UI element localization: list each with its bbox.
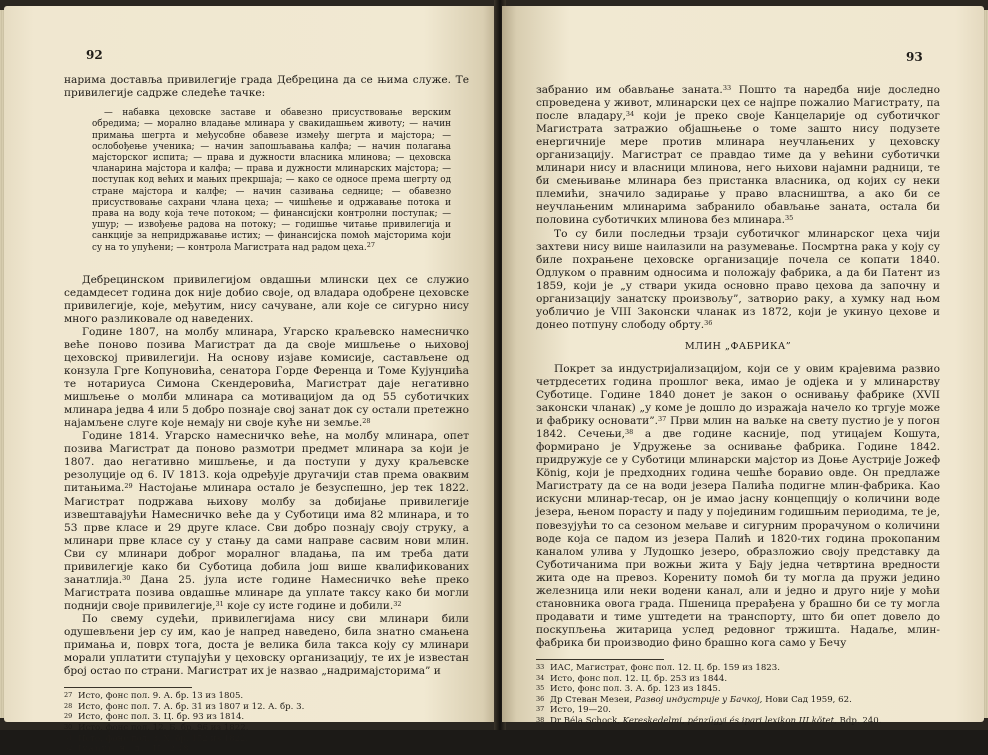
footnote: 37 Исто, 19—20. [536, 705, 611, 716]
footnote-ref[interactable]: 33 [722, 84, 732, 92]
paragraph: Године 1814. Угарско намесничко веће, на молбу млинара, опет позива Магистрат да поново размотри предмет млинара за који је 1807. дао негативно мишљење, и да поступи у духу краљевске резолуције од 6. IV 1813. која одређује другачији став према оваквим питањима.$^{29}$ Настојање млинара остало је безуспешно, јер тек 1822. Магистрат подржава њихову молбу за добијање привилегије извештавајући Намесничко веће да у Суботици има 82 млинара, и то 53 прве класе и 29 друге класе. Сви добро познају своју струку, а млинари прве класе су у стању да сами направе сасвим нови млин. Сви су млинари доброг моралног владања, па им треба дати привилегије како би Суботица добила још више квалификованих занатлија.$^{30}$ Дана 25. јула исте године Намесничко веће преко Магистрата позива овдашње млинаре да уплате таксу како би могли поднији своје привилегије,$^{31}$ које су исте године и добили.$^{32}$ [64, 430, 470, 612]
footnote-ref[interactable]: 30 [122, 573, 131, 582]
section-heading: МЛИН „ФАБРИКА” [684, 340, 792, 352]
footnote: 35 Исто, фонс пол. 3. А. бр. 123 из 1845. [536, 684, 721, 695]
footnote: 38 Dr Béla Schock, Kereskedelmi, pénzügyi és ipari lexikon III kötet, Bdp. 240. [536, 715, 882, 726]
footnote: 28 Исто, фонс пол. 7. А. бр. 31 из 1807 и 12. А. бр. 3. [64, 701, 305, 712]
footnote-ref[interactable]: 34 [625, 110, 635, 119]
right-page-body [536, 84, 940, 727]
paragraph: Године 1807, на молбу млинара, Угарско краљевско намесничко веће поново позива Магистрат да да своје мишљење о њиховој цеховској привилегији. На основу изјаве комисије, састављене од конзула Грге Копуновића, сенатора Горде Ференца и Томе Кујунџића те нотариуса Симона Скендеровића, Магистрат даје негативно мишљење о молби млинара са мотивацијом да од 55 суботичких млинара једва 4 или 5 добро познаје свој занат док су остали претежно најамљене слуге које немају ни своје куће ни земље.$^{28}$ [64, 325, 469, 430]
footnote: 36 Др Стеван Мезеи, Развој индустрије у Бачкој, Нови Сад 1959, 62. [536, 694, 852, 705]
footnotes [536, 663, 940, 727]
paragraph: забранио им обављање заната.$^{33}$ Пошто та наредба није доследно спроведена у живот, млинарски цех се најпре пожалио Магистрату, па после владару,$^{34}$ који је преко своје Канцеларије од суботичког Магистрата затражио објашњење о томе зашто нису подузете енергичније мере против млинара неучлањених у цеховску организацију. Магистрат се правдао тиме да у већини суботички млинари нису и власници млинова, него њихови најамни радници, те би смењивање млинара без пристанка власника, од којих су неки племићи, значило задирање у право власништва, а ако би се неучлањеним млинарима забранило обављање заната, остала би половина суботичких млинова без млинара.$^{35}$ [536, 84, 941, 227]
paragraph: нарима достављa привилегије града Дебрецина да се њима служе. Те привилегије садрже следеће тачке: [64, 74, 469, 100]
footnote-ref[interactable]: 29 [124, 482, 133, 491]
quote-text: — набавка цеховске заставе и обавезно присуствовање верским обредима; — морално владање млинара у свакидашњем животу; — начин примања шегрта и међусобне обавезе између шегрта и мајстора; — ослобођење ученика; — начин запошљавања калфа; — начин полагања мајсторског испита; — права и дужности власника млинова; — цеховска чланарина мајстора и калфа; — права и дужности млинарских мајстора; — поступак код већих и мањих прекршаја; — како се односе према шегрту од стране мајстора и калфе; — начин сазивања седнице; — обавезно присуствовање сахрани члана цеха; — чишћење и одржавање потока и права на воду која тече потоком; — финансијски контролни поступак; — ушур; — извођење радова на потоку; — годишње читање привилегија и санкције за непридржавање истих; — финансијска помоћ мајсторима који су на то упућени; — контрола Магистрата над радом цеха. [92, 108, 451, 253]
footnote: 32 Ivanyi, н. д., II, 238. [64, 744, 194, 755]
block-quote [92, 108, 451, 254]
footnotes [64, 691, 469, 755]
paragraph: По свему судећи, привилегијама нису сви млинари били одушевљени јер су им, као је напред наведено, била знатно смањена примања и, поврх тога, доста је велика била такса коју су млинари морали уплатити ступајући у цеховску организацију, те их је известан број остао по страни. Магистрат их је назвао „надримајсторима” и [64, 612, 469, 678]
page-number-left: 92 [86, 48, 103, 62]
paragraph: То су били последњи трзаји суботичког млинарског цеха чији захтеви нису више наилазили на разумевање. Посмртна рака у коју су биле похрањене цеховске организације почела се копати 1840. Одлуком о правним односима и положају фабрика, а да би Патент из 1859, који је „у ствари укида основно право цехова да започну и организацију занатску произвољу”, затворио раку, а хумку над њом уобличио је VIII Законски чланак из 1872, који је укинуо цехове и донео потпуну слободу обрту.$^{36}$ [536, 227, 940, 331]
footnote: 33 ИАС, Магистрат, фонс пол. 12. Ц. бр. 159 из 1823. [536, 662, 780, 673]
footnote-ref[interactable]: 36 [704, 318, 713, 327]
footnote: 30 Исто, фонс пол. 12. Б. бр. 96 из 1822. [64, 722, 249, 733]
footnote-ref[interactable]: 27 [366, 240, 376, 249]
paragraph: Дебрецинском привилегијом овдашњи млински цех се служио седамдесет година док није добио своје, од владара одобрене цеховске привилегије, које, међутим, нису сачуване, али које се сигурно нису много разликовале од наведених. [64, 273, 469, 325]
footnote-ref[interactable]: 28 [362, 417, 371, 426]
footnote-ref[interactable]: 32 [393, 599, 402, 608]
footnote-divider [64, 687, 192, 688]
footnote-divider [536, 659, 664, 660]
footnote: 29 Исто, фонс пол. 3. Ц. бр. 93 из 1814. [64, 712, 245, 723]
footnote: 27 Исто, фонс пол. 9. А. бр. 13 из 1805. [64, 691, 244, 702]
footnote: 34 Исто, фонс пол. 12. Ц. бр. 253 из 1844. [536, 673, 728, 684]
footnote-ref[interactable]: 38 [625, 428, 634, 437]
footnote-ref[interactable]: 35 [784, 214, 794, 223]
right-page [502, 6, 984, 726]
footnote-ref[interactable]: 31 [215, 599, 224, 608]
footnote-ref[interactable]: 37 [658, 415, 667, 424]
left-page [4, 6, 498, 755]
paragraph: Покрет за индустријализацијом, који се у овим крајевима развио четрдесетих година прошлог века, имао је одјека и у млинарству Суботице. Године 1840 донет је закон о оснивању фабрике (XVII законски чланак) „у коме је дошло до изражаја начело ко тргује може и фабрику основати”.$^{37}$ Први млин на ваљке на свету пустио је у погон 1842. Сечењи,$^{38}$ а две године касније, под утицајем Кошута, формирано је Удружење за оснивање фабрика. Године 1842. придружује се у Суботици млинарски мајстор из Доње Аустрије Јожеф König, који је предходних година чешће боравио овде. Он предлаже Магистрату да се на води језера Палића подигне млин-фабрика. Као искусни млинар-тесар, он је имао јасну концепцију о количини воде језера, њеном порасту и паду у појединим годишњим периодима, те је, повезујући то са сезоном мељаве и сигурним прорачуном о количини воде која се падом из језера Палић и 1820-тих година прокопаним каналом улива у Лудошко језеро, образложио своју представку да Суботичанима при вожњи жита у Бају једна четвртина вредности жита оде на превоз. Корениту помоћ би ту могла да пружи једино железница или неки водени канал, али и једно и друго није у моћи становника овога града. Пшеница прерађена у брашно би се ту могла продавати и тиме уштедети на транспорту, што би опет довело до поскупљења житарица услед редовног тржишта. Надаље, млин-фабрика би производио фино брашно кога само у Бечу [536, 362, 940, 649]
footnote: 31 Исто, фонс пол. 3. Х. бр. 152 из 1822. [64, 733, 249, 744]
left-page-body [64, 74, 469, 755]
page-number-right: 93 [906, 50, 923, 64]
